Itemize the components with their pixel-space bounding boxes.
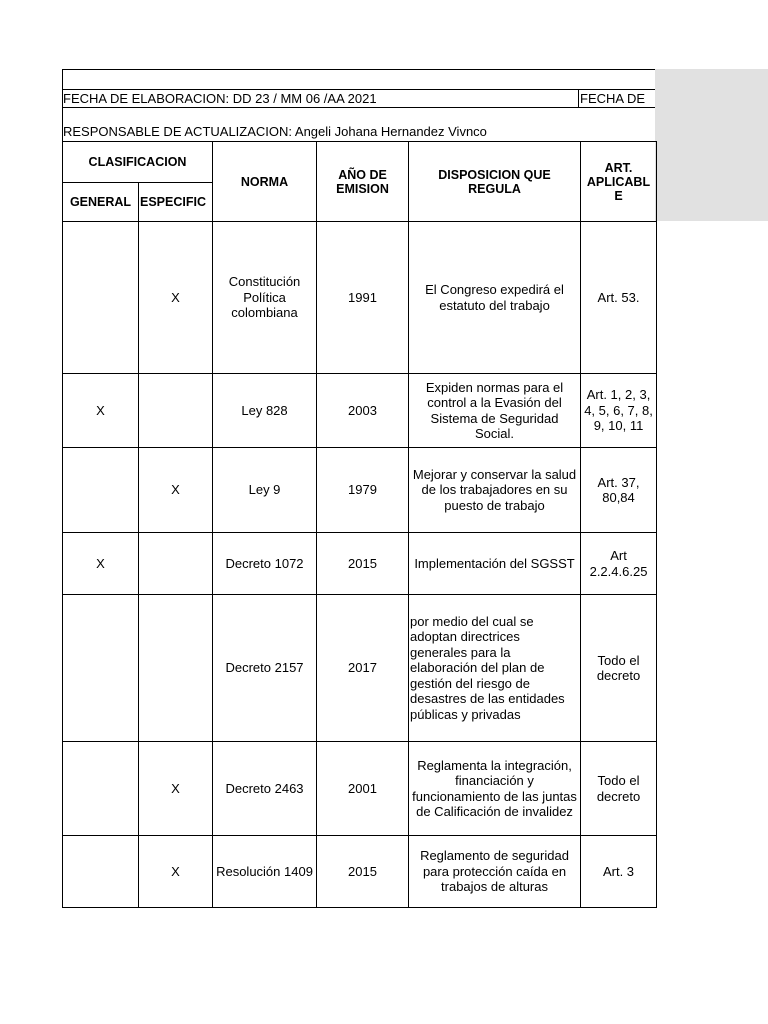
fecha-actualizacion-label: FECHA DE: [580, 91, 646, 106]
cell-articulo: Art. 37, 80,84: [581, 448, 657, 533]
fecha-bottom-line: [62, 107, 655, 108]
cell-anio: 2001: [317, 742, 409, 836]
table-row: [63, 595, 657, 742]
table-row: [63, 374, 657, 448]
cell-anio: 2003: [317, 374, 409, 448]
cell-articulo: Art. 53.: [581, 222, 657, 374]
cell-anio: 2015: [317, 836, 409, 908]
legal-matrix-table: [62, 141, 657, 908]
cell-especifico: X: [139, 222, 213, 374]
cell-especifico: X: [139, 742, 213, 836]
cell-norma: Ley 9: [213, 448, 317, 533]
cell-articulo: Todo el decreto: [581, 595, 657, 742]
gray-panel: [655, 69, 768, 221]
cell-disposicion: El Congreso expedirá el estatuto del trabajo: [409, 222, 581, 374]
cell-general: X: [63, 374, 139, 448]
cell-articulo: Todo el decreto: [581, 742, 657, 836]
responsable-actualizacion: RESPONSABLE DE ACTUALIZACION: Angeli Johana Hernandez Vivnco: [63, 124, 487, 139]
table-row: [63, 742, 657, 836]
table-row: [63, 533, 657, 595]
cell-especifico: [139, 533, 213, 595]
cell-anio: 1979: [317, 448, 409, 533]
cell-general: [63, 448, 139, 533]
header-clasificacion: CLASIFICACION: [63, 142, 213, 183]
fecha-top-line: [62, 89, 655, 90]
cell-anio: 2017: [317, 595, 409, 742]
header-anio: AÑO DE EMISION: [317, 142, 409, 222]
fecha-divider-line: [578, 89, 579, 107]
header-disposicion: DISPOSICION QUE REGULA: [409, 142, 581, 222]
fecha-elaboracion: FECHA DE ELABORACION: DD 23 / MM 06 /AA 2021: [63, 91, 377, 106]
cell-general: [63, 222, 139, 374]
cell-norma: Decreto 1072: [213, 533, 317, 595]
cell-norma: Decreto 2463: [213, 742, 317, 836]
table-row: [63, 448, 657, 533]
top-border-line: [62, 69, 655, 70]
cell-especifico: [139, 374, 213, 448]
cell-articulo: Art. 3: [581, 836, 657, 908]
table-row: [63, 836, 657, 908]
table-row: [63, 222, 657, 374]
cell-especifico: X: [139, 836, 213, 908]
cell-general: [63, 742, 139, 836]
cell-especifico: X: [139, 448, 213, 533]
header-articulo: ART. APLICABL E: [581, 142, 657, 222]
cell-anio: 1991: [317, 222, 409, 374]
header-norma: NORMA: [213, 142, 317, 222]
cell-general: [63, 836, 139, 908]
cell-disposicion: Reglamenta la integración, financiación y funcionamiento de las juntas de Calificación de invalidez: [409, 742, 581, 836]
cell-norma: Decreto 2157: [213, 595, 317, 742]
cell-articulo: Art. 1, 2, 3, 4, 5, 6, 7, 8, 9, 10, 11: [581, 374, 657, 448]
cell-general: X: [63, 533, 139, 595]
cell-articulo: Art 2.2.4.6.25: [581, 533, 657, 595]
cell-anio: 2015: [317, 533, 409, 595]
cell-disposicion: Expiden normas para el control a la Evasión del Sistema de Seguridad Social.: [409, 374, 581, 448]
cell-disposicion: Implementación del SGSST: [409, 533, 581, 595]
cell-norma: Resolución 1409: [213, 836, 317, 908]
header-general: GENERAL: [63, 183, 139, 222]
cell-norma: Ley 828: [213, 374, 317, 448]
cell-especifico: [139, 595, 213, 742]
cell-disposicion: Mejorar y conservar la salud de los trabajadores en su puesto de trabajo: [409, 448, 581, 533]
cell-general: [63, 595, 139, 742]
cell-norma: Constitución Política colombiana: [213, 222, 317, 374]
cell-disposicion: por medio del cual se adoptan directrices generales para la elaboración del plan de gestión del riesgo de desastres de las entidades públicas y privadas: [409, 595, 581, 742]
cell-disposicion: Reglamento de seguridad para protección caída en trabajos de alturas: [409, 836, 581, 908]
header-especifico: ESPECIFIC: [139, 183, 213, 222]
